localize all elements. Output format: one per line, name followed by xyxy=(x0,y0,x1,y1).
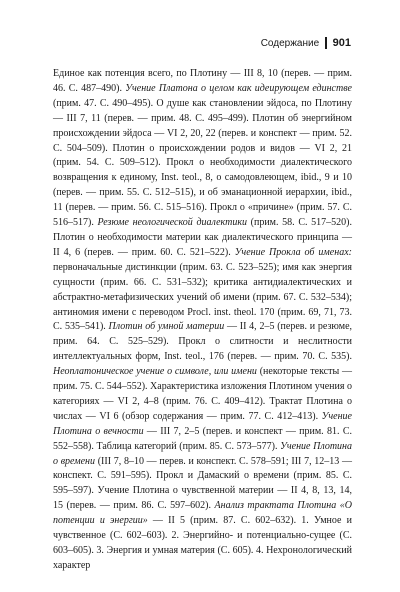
page-number: 901 xyxy=(332,37,351,49)
text-run: — II 5 (прим. 87. С. 602–632). 1. Умное и чувственное (С. 602–603). 2. Энергийно- и потенциально-сущее (С. 603–605). 3. Энергия и умная материя (С. 605). 4. Нехронологический характер xyxy=(53,515,352,571)
running-head xyxy=(261,37,351,49)
text-run: (прим. 47. С. 490–495). О душе как становлении эйдоса, по Плотину — III 7, 11 (перев. — прим. 48. С. 495–499). Плотин об энергийном происхождении эйдоса — VI 2, 20, 22 (перев. и конспект — прим. 52. С. 504–509). Плотин о происхождении родов и видов — VI 2, 21 (прим. 54. С. 509–512). Прокл о необходимости диалектического возвращения к единому, Inst. teol., 8, о самодовлеющем, ibid., 9 и 10 (перев. — прим. 55. С. 512–515), и об эманационной иерархии, ibid., 11 (перев. — прим. 56. С. 515–516). Прокл о «причине» (прим. 57. С. 516–517). xyxy=(53,97,352,229)
text-run: — III 7, 2–5 (перев. и конспект — прим. 81. С. 552–558). Таблица категорий (прим. 85. С. 573–577). xyxy=(53,425,352,452)
italic-heading: Анализ трактата Плотина «О потенции и энергии» xyxy=(53,500,352,527)
italic-heading: Учение Плотина о времени xyxy=(53,440,352,467)
italic-heading: Учение Плотина о вечности xyxy=(53,410,352,437)
italic-heading: Резюме неологической диалектики xyxy=(97,217,247,229)
italic-heading: Учение Прокла об именах: xyxy=(234,246,352,258)
text-run: — II 4, 2–5 (перев. и резюме, прим. 64. С. 525–529). Прокл о слитности и неслитности интеллектуальных форм, Inst. teol., 176 (перев. — прим. 70. С. 535). xyxy=(53,321,353,363)
text-run: (некоторые тексты — прим. 75. С. 544–552). Характеристика изложения Плотином учения о категориях — VI 2, 4–8 (прим. 76. С. 409–412). Трактат Плотина о числах — VI 6 (обзор содержания — прим. 77. С. 412–413). xyxy=(53,366,352,422)
text-run: (прим. 58. С. 517–520). Плотин о необходимости материи как диалектического принципа — II 4, 6 (перев. — прим. 60. С. 521–522). xyxy=(53,217,352,258)
section-title: Содержание xyxy=(260,37,320,49)
text-run: первоначальные дистинкции (прим. 63. С. 523–525); имя как энергия сущности (прим. 66. С. 531–532); критика антидиалектических и абстрактно-метафизических учений об имени (прим. 67. С. 532–534); антиномия имени с переводом Procl. inst. theol. 170 (прим. 69, 71, 73. С. 535–541). xyxy=(53,261,352,333)
italic-heading: Учение Платона о целом как идеирующем единстве xyxy=(125,82,352,94)
italic-heading: Плотин об умной материи xyxy=(108,321,225,333)
italic-heading: Неоплатоническое учение о символе, или имени xyxy=(53,366,257,378)
text-run: (III 7, 8–10 — перев. и конспект. С. 578–591; III 7, 12–13 — конспект. С. 591–595). Прокл и Дамаский о времени (прим. 85. С. 595–597). Учение Плотина о чувственной материи — II 4, 8, 13, 14, 15 (перев. — прим. 86. С. 597–602). xyxy=(53,455,352,512)
text-run: Единое как потенция всего, по Плотину — III 8, 10 (перев. — прим. 46. С. 487–490). xyxy=(53,68,352,94)
body-text xyxy=(53,67,352,574)
header-divider xyxy=(325,37,327,49)
paragraph xyxy=(53,67,352,574)
